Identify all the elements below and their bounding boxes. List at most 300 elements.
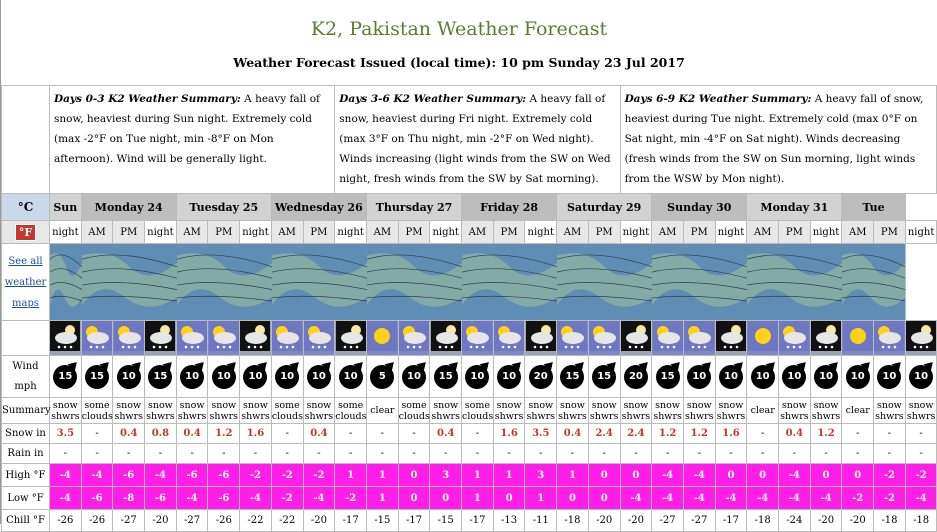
issued-time: Weather Forecast Issued (local time): 10 pm Sunday 23 Jul 2017 (233, 55, 685, 70)
snow-cell: 2.4 (620, 424, 652, 444)
snow-cell: - (366, 424, 398, 444)
summary-cell (874, 398, 906, 424)
period-header: PM (874, 221, 906, 244)
chill-cell: -17 (715, 510, 747, 532)
period-header: AM (747, 221, 779, 244)
period-header: night (715, 221, 747, 244)
period-header: night (50, 221, 82, 244)
high-cell: -2 (874, 464, 906, 487)
summary-label: Summary (2, 398, 50, 424)
summary-line-2: clouds (271, 410, 303, 422)
snow-night-icon (810, 321, 842, 356)
chill-cell: -17 (398, 510, 430, 532)
high-cell: 3 (430, 464, 462, 487)
high-cell: 1 (366, 464, 398, 487)
period-header: night (335, 221, 367, 244)
summary-line-1: some (401, 399, 427, 411)
low-cell: 0 (398, 487, 430, 510)
weather-map-thumbnail[interactable] (842, 244, 905, 321)
wind-cell (810, 356, 842, 398)
wind-direction-icon: 15 (148, 365, 172, 389)
high-cell: 0 (398, 464, 430, 487)
low-cell: 0 (493, 487, 525, 510)
high-cell: -6 (176, 464, 208, 487)
rain-cell: - (430, 444, 462, 464)
chill-cell: -27 (176, 510, 208, 532)
summary-line-1: snow (211, 399, 237, 411)
rain-cell: - (176, 444, 208, 464)
summary-row (2, 86, 937, 194)
rain-cell: - (810, 444, 842, 464)
summary-line-1: some (338, 399, 364, 411)
low-label: Low °F (2, 487, 50, 510)
summary-line-1: snow (623, 399, 649, 411)
wind-cell (366, 356, 398, 398)
period-header: AM (81, 221, 113, 244)
snow-cloud-icon (493, 321, 525, 356)
rain-cell: - (113, 444, 145, 464)
low-cell: -6 (208, 487, 240, 510)
day-header: Wednesday 26 (271, 194, 366, 221)
wind-cell (113, 356, 145, 398)
summary-cell (145, 398, 177, 424)
low-cell: -4 (303, 487, 335, 510)
period-header: PM (303, 221, 335, 244)
period-header: night (525, 221, 557, 244)
high-cell: -6 (208, 464, 240, 487)
wind-cell (842, 356, 874, 398)
period-header: AM (176, 221, 208, 244)
summary-line-2: shwrs (589, 410, 619, 422)
sun-icon (747, 321, 779, 356)
snow-cell: 0.4 (430, 424, 462, 444)
weather-map-thumbnail[interactable] (366, 244, 461, 321)
summary-cell (493, 398, 525, 424)
snow-cell: 1.6 (493, 424, 525, 444)
summary-days-6-9: Days 6-9 K2 Weather Summary: A heavy fall of snow, heaviest during Tue night. Extremely cold (max 0°F on Sat night, min -4°F on Sat night). Winds decreasing (fresh winds from the SW on Sun morning, light winds from the WSW by Mon night). (620, 86, 937, 194)
high-cell: 0 (715, 464, 747, 487)
wind-direction-icon: 10 (687, 365, 711, 389)
summary-line-1: snow (876, 399, 902, 411)
wind-direction-icon: 10 (402, 365, 426, 389)
wind-cell (208, 356, 240, 398)
wind-direction-icon: 10 (877, 365, 901, 389)
snow-cloud-icon (557, 321, 589, 356)
summary-line-2: shwrs (526, 410, 556, 422)
snow-cloud-icon (271, 321, 303, 356)
period-header: AM (557, 221, 589, 244)
snow-cell: 1.2 (208, 424, 240, 444)
summary-cell (113, 398, 145, 424)
weather-icon-label (2, 321, 50, 356)
chill-cell: -17 (462, 510, 494, 532)
summary-line-1: snow (655, 399, 681, 411)
wind-direction-icon: 15 (592, 365, 616, 389)
snow-cloud-icon (588, 321, 620, 356)
summary-line-1: snow (560, 399, 585, 411)
wind-direction-icon: 20 (624, 365, 648, 389)
chill-cell: -22 (271, 510, 303, 532)
chill-cell: -27 (683, 510, 715, 532)
high-cell: 0 (588, 464, 620, 487)
summary-line-1: snow (908, 399, 934, 411)
weather-map-thumbnail[interactable] (271, 244, 366, 321)
wind-cell (557, 356, 589, 398)
summary-line-2: shwrs (494, 410, 524, 422)
summary-line-1: snow (116, 399, 142, 411)
snow-cloud-icon (683, 321, 715, 356)
summary-line-1: snow (147, 399, 173, 411)
summary-cell (779, 398, 811, 424)
summary-line-1: snow (52, 399, 78, 411)
high-label: High °F (2, 464, 50, 487)
day-header: Saturday 29 (557, 194, 652, 221)
chill-cell: -15 (430, 510, 462, 532)
summary-line-2: clouds (81, 410, 113, 422)
period-header: night (145, 221, 177, 244)
wind-direction-icon: 10 (814, 365, 838, 389)
chill-cell: -24 (779, 510, 811, 532)
chill-cell: -20 (620, 510, 652, 532)
period-header: AM (842, 221, 874, 244)
wind-cell (81, 356, 113, 398)
summary-line-2: shwrs (114, 410, 143, 422)
day-header: Sunday 30 (652, 194, 747, 221)
snow-cell: - (398, 424, 430, 444)
forecast-table (1, 85, 937, 532)
summary-cell (905, 398, 937, 424)
summary-cell (430, 398, 462, 424)
summary-line-2: shwrs (621, 410, 651, 422)
summary-line-2: shwrs (146, 410, 175, 422)
rain-cell: - (398, 444, 430, 464)
snow-cloud-icon (113, 321, 145, 356)
rain-cell: - (240, 444, 272, 464)
summary-cell (620, 398, 652, 424)
summary-days-0-3: Days 0-3 K2 Weather Summary: A heavy fall of snow, heaviest during Sun night. Extremely cold (max -2°F on Tue night, min -8°F on Mon afternoon). Wind will be generally light. (50, 86, 335, 194)
rain-cell: - (683, 444, 715, 464)
chill-cell: -18 (874, 510, 906, 532)
low-cell: -4 (905, 487, 937, 510)
snow-cell: 0.4 (557, 424, 589, 444)
snow-cell: 0.8 (145, 424, 177, 444)
low-cell: -4 (620, 487, 652, 510)
low-cell: 1 (462, 487, 494, 510)
wind-direction-icon: 10 (719, 365, 743, 389)
wind-label: Wind mph (2, 356, 50, 398)
wind-direction-icon: 15 (656, 365, 680, 389)
summary-line-1: snow (179, 399, 205, 411)
snow-cell: - (747, 424, 779, 444)
period-header: PM (683, 221, 715, 244)
low-cell: -2 (842, 487, 874, 510)
summary-line-1: some (84, 399, 110, 411)
wind-direction-icon: 10 (180, 365, 204, 389)
wind-direction-icon: 15 (85, 365, 109, 389)
summary-line-2: clouds (398, 410, 430, 422)
wind-cell (747, 356, 779, 398)
period-header: night (620, 221, 652, 244)
low-cell: -6 (81, 487, 113, 510)
wind-cell (620, 356, 652, 398)
snow-cloud-icon (176, 321, 208, 356)
rain-cell: - (525, 444, 557, 464)
low-cell: -4 (683, 487, 715, 510)
low-cell: -4 (779, 487, 811, 510)
summary-cell (398, 398, 430, 424)
chill-cell: -26 (50, 510, 82, 532)
snow-night-icon (50, 321, 82, 356)
period-header: PM (588, 221, 620, 244)
summary-cell (842, 398, 874, 424)
period-header: PM (779, 221, 811, 244)
snow-cloud-icon (462, 321, 494, 356)
high-cell: 0 (747, 464, 779, 487)
rain-cell: - (715, 444, 747, 464)
snow-cell: 3.5 (525, 424, 557, 444)
wind-direction-icon: 10 (846, 365, 870, 389)
snow-cell: - (842, 424, 874, 444)
high-cell: -4 (50, 464, 82, 487)
day-header: Friday 28 (462, 194, 557, 221)
period-header: PM (113, 221, 145, 244)
wind-cell (271, 356, 303, 398)
weather-map-thumbnail[interactable] (81, 244, 176, 321)
rain-cell: - (747, 444, 779, 464)
wind-cell (779, 356, 811, 398)
period-header: PM (493, 221, 525, 244)
summary-row-label (2, 86, 50, 194)
summary-cell (271, 398, 303, 424)
rain-cell: - (462, 444, 494, 464)
summary-line-2: shwrs (653, 410, 682, 422)
low-cell: -6 (145, 487, 177, 510)
summary-line-1: snow (686, 399, 712, 411)
chill-cell: -20 (145, 510, 177, 532)
wind-direction-icon: 10 (117, 365, 141, 389)
summary-line-1: clear (845, 405, 870, 416)
weather-map-thumbnail[interactable] (652, 244, 747, 321)
low-cell: -4 (240, 487, 272, 510)
fahrenheit-toggle[interactable]: °F (2, 221, 50, 244)
summary-line-1: snow (496, 399, 522, 411)
wind-cell (430, 356, 462, 398)
summary-line-2: shwrs (177, 410, 207, 422)
chill-cell: -20 (842, 510, 874, 532)
summary-line-1: snow (813, 399, 839, 411)
chill-cell: -22 (240, 510, 272, 532)
snow-cloud-icon (208, 321, 240, 356)
wind-direction-icon: 10 (497, 365, 521, 389)
low-cell: 0 (430, 487, 462, 510)
wind-cell (240, 356, 272, 398)
weather-map-thumbnail[interactable] (747, 244, 842, 321)
snow-cell: 1.2 (652, 424, 684, 444)
low-cell: 0 (588, 487, 620, 510)
snow-cell: 1.2 (683, 424, 715, 444)
snow-night-icon (620, 321, 652, 356)
low-cell: -2 (874, 487, 906, 510)
summary-line-2: clouds (462, 410, 494, 422)
summary-line-1: clear (370, 405, 395, 416)
low-cell: 1 (525, 487, 557, 510)
snow-cell: 0.4 (779, 424, 811, 444)
high-cell: -4 (779, 464, 811, 487)
low-cell: -4 (176, 487, 208, 510)
rain-cell: - (81, 444, 113, 464)
summary-line-2: shwrs (241, 410, 270, 422)
wind-cell (50, 356, 82, 398)
chill-cell: -13 (493, 510, 525, 532)
wind-cell (462, 356, 494, 398)
wind-direction-icon: 20 (529, 365, 553, 389)
summary-days-3-6: Days 3-6 K2 Weather Summary: A heavy fall of snow, heaviest during Fri night. Extremely cold (max 3°F on Thu night, min -2°F on Wed night). Winds increasing (light winds from the SW on Wed night, fresh winds from the SW by Sat morning). (335, 86, 620, 194)
summary-line-1: snow (433, 399, 459, 411)
summary-cell (652, 398, 684, 424)
low-cell: -4 (50, 487, 82, 510)
summary-cell (208, 398, 240, 424)
high-cell: 1 (557, 464, 589, 487)
weather-map-thumbnail[interactable] (50, 244, 82, 321)
low-cell: -4 (747, 487, 779, 510)
high-cell: -4 (683, 464, 715, 487)
wind-cell (398, 356, 430, 398)
high-cell: 0 (620, 464, 652, 487)
rain-cell: - (208, 444, 240, 464)
chill-cell: -18 (557, 510, 589, 532)
low-cell: 1 (366, 487, 398, 510)
rain-cell: - (303, 444, 335, 464)
summary-line-1: snow (243, 399, 268, 411)
summary-cell (588, 398, 620, 424)
summary-line-1: some (274, 399, 300, 411)
summary-cell (303, 398, 335, 424)
rain-cell: - (779, 444, 811, 464)
high-cell: 0 (842, 464, 874, 487)
summary-cell (81, 398, 113, 424)
snow-cell: - (905, 424, 937, 444)
summary-cell (747, 398, 779, 424)
chill-cell: -18 (747, 510, 779, 532)
wind-cell (145, 356, 177, 398)
high-cell: 1 (335, 464, 367, 487)
sun-icon (366, 321, 398, 356)
chill-cell: -11 (525, 510, 557, 532)
rain-label: Rain in (2, 444, 50, 464)
period-header: AM (271, 221, 303, 244)
summary-line-2: shwrs (209, 410, 239, 422)
day-header: Sun (50, 194, 82, 221)
snow-night-icon (905, 321, 937, 356)
wind-direction-icon: 10 (465, 365, 489, 389)
summary-line-2: shwrs (558, 410, 587, 422)
summary-line-2: shwrs (811, 410, 841, 422)
rain-cell: - (50, 444, 82, 464)
snow-night-icon (145, 321, 177, 356)
see-all-maps-link[interactable]: See all weather maps (2, 244, 50, 321)
summary-cell (683, 398, 715, 424)
celsius-toggle[interactable]: °C (2, 194, 50, 221)
wind-direction-icon: 15 (53, 365, 77, 389)
chill-cell: -27 (652, 510, 684, 532)
snow-cloud-icon (652, 321, 684, 356)
day-header: Monday 31 (747, 194, 842, 221)
summary-line-1: snow (718, 399, 744, 411)
wind-direction-icon: 10 (212, 365, 236, 389)
chill-cell: -26 (81, 510, 113, 532)
chill-cell: -26 (208, 510, 240, 532)
summary-line-1: some (464, 399, 490, 411)
snow-cell: - (462, 424, 494, 444)
summary-line-1: snow (306, 399, 332, 411)
snow-cell: - (874, 424, 906, 444)
summary-line-1: snow (528, 399, 554, 411)
high-cell: -4 (145, 464, 177, 487)
summary-cell (335, 398, 367, 424)
period-header: AM (652, 221, 684, 244)
high-cell: -2 (271, 464, 303, 487)
summary-cell (176, 398, 208, 424)
snow-cell: 1.6 (240, 424, 272, 444)
rain-cell: - (652, 444, 684, 464)
snow-cell: 0.4 (113, 424, 145, 444)
wind-cell (176, 356, 208, 398)
rain-cell: - (905, 444, 937, 464)
rain-cell: - (557, 444, 589, 464)
wind-direction-icon: 10 (751, 365, 775, 389)
summary-cell (50, 398, 82, 424)
wind-direction-icon: 10 (782, 365, 806, 389)
summary-cell (240, 398, 272, 424)
wind-cell (874, 356, 906, 398)
high-cell: -4 (81, 464, 113, 487)
summary-line-2: shwrs (875, 410, 904, 422)
snow-label: Snow in (2, 424, 50, 444)
weather-map-thumbnail[interactable] (462, 244, 557, 321)
summary-line-2: shwrs (51, 410, 80, 422)
summary-cell (715, 398, 747, 424)
summary-line-2: clouds (335, 410, 367, 422)
low-cell: 0 (557, 487, 589, 510)
period-header: night (810, 221, 842, 244)
wind-cell (683, 356, 715, 398)
snow-cell: - (335, 424, 367, 444)
weather-map-thumbnail[interactable] (557, 244, 652, 321)
snow-night-icon (525, 321, 557, 356)
low-cell: -8 (113, 487, 145, 510)
low-cell: -4 (810, 487, 842, 510)
wind-direction-icon: 10 (339, 365, 363, 389)
wind-cell (303, 356, 335, 398)
low-cell: -4 (652, 487, 684, 510)
high-cell: -2 (303, 464, 335, 487)
wind-direction-icon: 10 (909, 365, 933, 389)
snow-cloud-icon (303, 321, 335, 356)
weather-map-thumbnail[interactable] (176, 244, 271, 321)
wind-direction-icon: 10 (307, 365, 331, 389)
wind-direction-icon: 15 (434, 365, 458, 389)
high-cell: 3 (525, 464, 557, 487)
snow-night-icon (715, 321, 747, 356)
summary-line-2: shwrs (431, 410, 460, 422)
high-cell: 0 (810, 464, 842, 487)
snow-cell: - (271, 424, 303, 444)
chill-cell: -20 (810, 510, 842, 532)
chill-label: Chill °F (2, 510, 50, 532)
wind-cell (525, 356, 557, 398)
rain-cell: - (145, 444, 177, 464)
rain-cell: - (620, 444, 652, 464)
